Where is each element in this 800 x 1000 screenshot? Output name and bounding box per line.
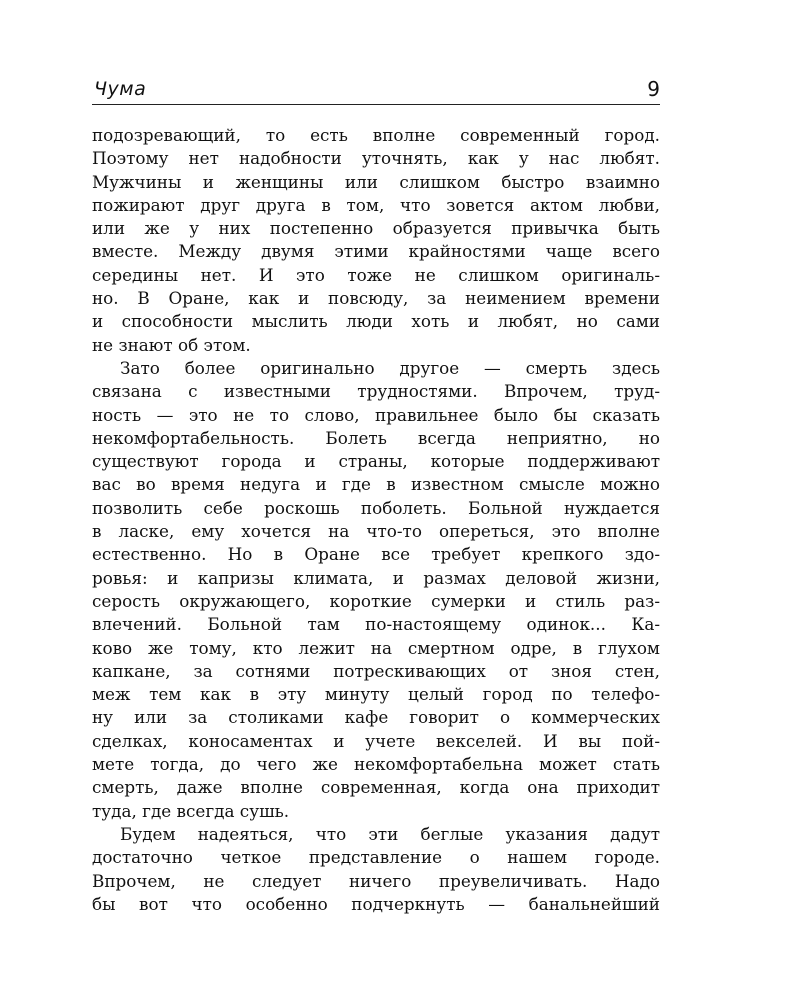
text-line: позволить себе роскошь поболеть. Больной нуждается	[92, 497, 660, 518]
text-line: достаточно четкое представление о нашем городе.	[92, 847, 660, 868]
text-line: середины нет. И это тоже не слишком оригиналь-	[92, 264, 660, 285]
book-page	[92, 0, 660, 1000]
text-line: ровья: и капризы климата, и размах деловой жизни,	[92, 567, 660, 588]
text-line: ну или за столиками кафе говорит о коммерческих	[92, 707, 660, 728]
paragraph	[92, 357, 660, 823]
text-line: сделках, коносаментах и учете векселей. И вы пой-	[92, 730, 660, 751]
text-line: пожирают друг друга в том, что зовется актом любви,	[92, 194, 660, 215]
text-line: в ласке, ему хочется на что-то опереться, это вполне	[92, 521, 660, 542]
paragraph	[92, 823, 660, 916]
text-line: Впрочем, не следует ничего преувеличивать. Надо	[92, 870, 660, 891]
text-line: подозревающий, то есть вполне современный город.	[92, 125, 660, 145]
text-line: Мужчины и женщины или слишком быстро взаимно	[92, 171, 660, 192]
text-line: туда, где всегда сушь.	[92, 800, 290, 821]
text-line: влечений. Больной там по-настоящему одинок... Ка-	[92, 614, 660, 635]
text-line: меж тем как в эту минуту целый город по телефо-	[92, 684, 660, 705]
text-line: капкане, за сотнями потрескивающих от зноя стен,	[92, 660, 660, 681]
text-line: вас во время недуга и где в известном смысле можно	[92, 474, 660, 495]
text-line: бы вот что особенно подчеркнуть — банальнейший	[92, 893, 660, 914]
text-line: не знают об этом.	[92, 334, 251, 355]
running-title: Чума	[94, 78, 147, 100]
paragraph	[92, 124, 660, 357]
text-line: ково же тому, кто лежит на смертном одре, в глухом	[92, 637, 660, 658]
text-line: и способности мыслить люди хоть и любят, но сами	[92, 311, 660, 332]
text-line: существуют города и страны, которые поддерживают	[92, 451, 660, 472]
body-text	[92, 124, 660, 916]
text-line: естественно. Но в Оране все требует крепкого здо-	[92, 544, 660, 565]
text-line: некомфортабельность. Болеть всегда неприятно, но	[92, 427, 660, 448]
running-header	[92, 76, 660, 105]
text-line: серость окружающего, короткие сумерки и стиль раз-	[92, 590, 660, 611]
text-line: ность — это не то слово, правильнее было бы сказать	[92, 404, 660, 425]
text-line: но. В Оране, как и повсюду, за неимением времени	[92, 288, 660, 309]
text-line: мете тогда, до чего же некомфортабельна может стать	[92, 754, 660, 775]
text-line: Зато более оригинально другое — смерть здесь	[120, 357, 660, 378]
text-line: смерть, даже вполне современная, когда она приходит	[92, 777, 660, 798]
page-number: 9	[647, 77, 660, 101]
text-line: вместе. Между двумя этими крайностями чаще всего	[92, 241, 660, 262]
text-line: Поэтому нет надобности уточнять, как у нас любят.	[92, 148, 660, 169]
text-line: или же у них постепенно образуется привычка быть	[92, 218, 660, 239]
text-line: Будем надеяться, что эти беглые указания дадут	[120, 823, 660, 844]
text-line: связана с известными трудностями. Впрочем, труд-	[92, 381, 660, 402]
